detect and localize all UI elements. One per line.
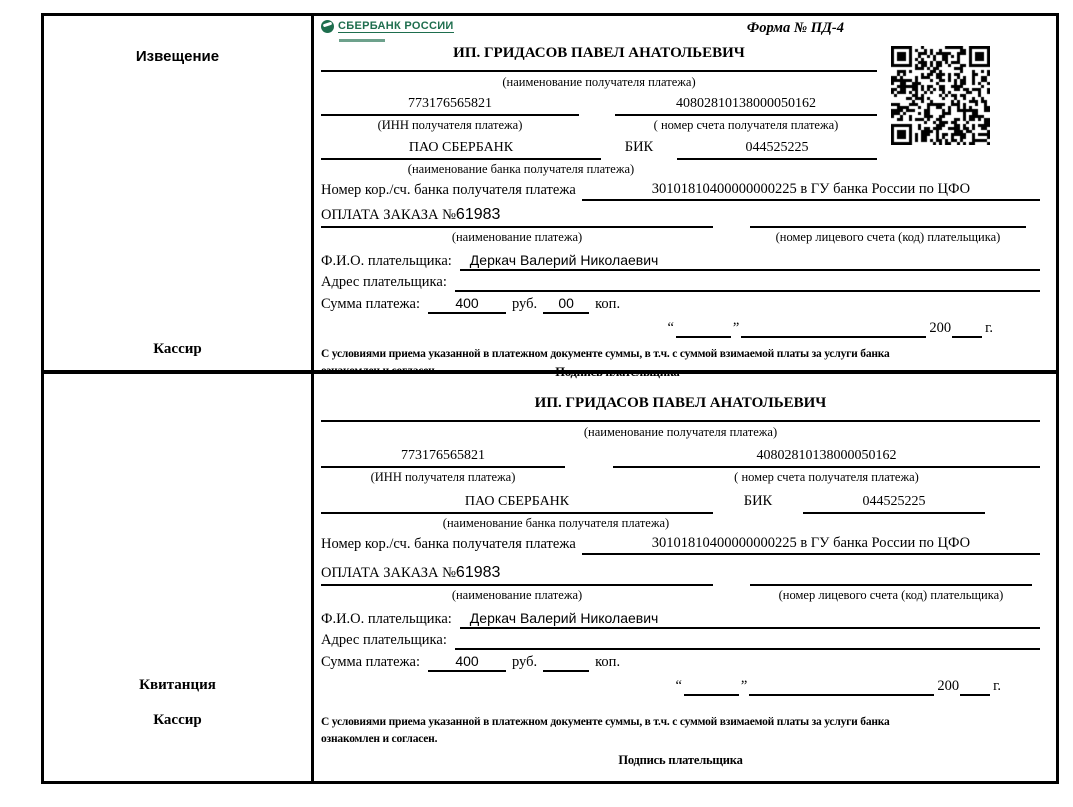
personal-account-caption: (номер лицевого счета (код) плательщика)	[775, 230, 1001, 244]
bik-label-2: БИК	[743, 493, 773, 509]
inn-caption-2: (ИНН получателя платежа)	[370, 470, 516, 484]
payer-address-label-2: Адрес плательщика:	[321, 632, 447, 648]
inn-account-captions-2	[321, 468, 1040, 487]
date-row-2	[321, 678, 1002, 696]
receipt-form-area	[314, 374, 1056, 781]
account-caption-2: ( номер счета получателя платежа)	[734, 470, 919, 484]
payment-name-row-2	[321, 561, 1040, 586]
personal-account-caption-2: (номер лицевого счета (код) плательщика)	[778, 588, 1004, 602]
inn-caption: (ИНН получателя платежа)	[377, 118, 523, 132]
bank-bik-row-2	[321, 489, 1040, 514]
receipt-label: Квитанция	[139, 677, 216, 693]
payer-name-label: Ф.И.О. плательщика:	[321, 253, 452, 269]
bik-value: 044525225	[677, 135, 877, 160]
notice-header-row	[321, 18, 1040, 44]
corr-account-row	[321, 181, 1040, 201]
corr-account-value-2: 30101810400000000225 в ГУ банка России по ЦФО	[582, 535, 1040, 555]
payer-address-row	[321, 274, 1040, 292]
sum-rubles-value-2: 400	[428, 653, 506, 672]
sum-row-2	[321, 653, 1040, 672]
payment-name-row	[321, 203, 1040, 228]
rubles-label: руб.	[512, 296, 538, 312]
sum-kopecks-value-2	[543, 669, 589, 672]
personal-account-line	[750, 226, 1026, 228]
inn-account-row	[321, 91, 877, 116]
sum-row	[321, 295, 1040, 314]
inn-account-captions	[321, 116, 877, 135]
sum-label-2: Сумма платежа:	[321, 654, 420, 670]
close-quote: ”	[732, 320, 740, 336]
year-prefix-2: 200	[937, 678, 960, 694]
kopecks-label: коп.	[595, 296, 621, 312]
rubles-label-2: руб.	[512, 654, 538, 670]
receipt-left-column	[44, 374, 314, 781]
spacer	[713, 230, 750, 245]
payer-name-row-2	[321, 608, 1040, 629]
year-prefix: 200	[929, 320, 952, 336]
payment-name-value-2: ОПЛАТА ЗАКАЗА №61983	[321, 561, 713, 586]
notice-form-area	[314, 16, 1056, 379]
payer-name-value-2: Деркач Валерий Николаевич	[460, 608, 1040, 629]
payer-address-value-2	[455, 645, 1040, 650]
payer-address-row-2	[321, 632, 1040, 650]
recipient-caption: (наименование получателя платежа)	[502, 75, 696, 89]
bik-value-2: 044525225	[803, 489, 985, 514]
form-number: Форма № ПД-4	[746, 20, 844, 36]
open-quote: “	[667, 320, 674, 336]
sberbank-logo-text: СБЕРБАНК РОССИИ	[338, 20, 454, 32]
year-line	[952, 336, 982, 338]
bank-name-value: ПАО СБЕРБАНК	[321, 135, 601, 160]
order-number-2: 61983	[455, 564, 501, 581]
bank-name-value-2: ПАО СБЕРБАНК	[321, 489, 713, 514]
account-value-2: 40802810138000050162	[613, 443, 1040, 468]
order-number: 61983	[455, 206, 501, 223]
sum-kopecks-value: 00	[543, 295, 589, 314]
corr-account-label: Номер кор./сч. банка получателя платежа	[321, 182, 576, 198]
sberbank-logo	[321, 20, 454, 33]
account-value: 40802810138000050162	[615, 91, 877, 116]
payment-name-caption: (наименование платежа)	[451, 230, 583, 244]
date-day-line	[676, 336, 731, 338]
corr-account-row-2	[321, 535, 1040, 555]
open-quote-2: “	[675, 678, 682, 694]
recipient-caption-2: (наименование получателя платежа)	[583, 425, 778, 439]
notice-label: Извещение	[135, 48, 220, 65]
payment-name-value: ОПЛАТА ЗАКАЗА №61983	[321, 203, 713, 228]
year-suffix: г.	[985, 320, 993, 336]
agreement-line1: С условиями приема указанной в платежном документе суммы, в т.ч. с суммой взимаемой платы за услуги банка	[321, 348, 890, 360]
kopecks-label-2: коп.	[595, 654, 621, 670]
payer-name-row	[321, 250, 1040, 271]
close-quote-2: ”	[740, 678, 748, 694]
agreement-line2: ознакомлен и согласен.	[321, 364, 438, 377]
qr-code	[891, 46, 990, 145]
date-month-line	[741, 336, 926, 338]
personal-account-line-2	[750, 584, 1032, 586]
notice-left-column	[44, 16, 314, 370]
notice-section	[44, 16, 1056, 379]
payer-address-value	[455, 287, 1040, 292]
sum-rubles-value: 400	[428, 295, 506, 314]
inn-value: 773176565821	[321, 91, 579, 116]
recipient-title: ИП. ГРИДАСОВ ПАВЕЛ АНАТОЛЬЕВИЧ	[321, 44, 877, 72]
payer-address-label: Адрес плательщика:	[321, 274, 447, 290]
payer-signature-label: Подпись плательщика	[555, 364, 680, 379]
sberbank-tagline-bar	[339, 39, 385, 42]
payer-signature-label-2: Подпись плательщика	[618, 753, 743, 768]
corr-account-label-2: Номер кор./сч. банка получателя платежа	[321, 536, 576, 552]
agreement-line2-2: ознакомлен и согласен.	[321, 732, 438, 745]
year-line-2	[960, 694, 990, 696]
receipt-section	[44, 374, 1056, 781]
inn-value-2: 773176565821	[321, 443, 565, 468]
sum-label: Сумма платежа:	[321, 296, 420, 312]
cashier-label-bottom: Кассир	[153, 712, 202, 728]
date-day-line-2	[684, 694, 739, 696]
bank-caption: (наименование банка получателя платежа)	[407, 162, 635, 176]
payer-name-label-2: Ф.И.О. плательщика:	[321, 611, 452, 627]
corr-account-value: 30101810400000000225 в ГУ банка России по ЦФО	[582, 181, 1040, 201]
payer-name-value: Деркач Валерий Николаевич	[460, 250, 1040, 271]
payment-captions-row-2	[321, 586, 1040, 605]
date-month-line-2	[749, 694, 934, 696]
bank-caption-2: (наименование банка получателя платежа)	[442, 516, 670, 530]
recipient-title-2: ИП. ГРИДАСОВ ПАВЕЛ АНАТОЛЬЕВИЧ	[321, 394, 1040, 422]
agreement-text-2	[321, 714, 1040, 769]
sberbank-emblem-icon	[321, 20, 334, 33]
account-caption: ( номер счета получателя платежа)	[653, 118, 839, 132]
payment-captions-row	[321, 228, 1040, 247]
date-row	[321, 320, 994, 338]
spacer	[713, 588, 750, 603]
year-suffix-2: г.	[993, 678, 1001, 694]
payment-document	[41, 13, 1059, 784]
bank-bik-row	[321, 135, 877, 160]
cashier-label-top: Кассир	[153, 341, 202, 357]
agreement-line1-2: С условиями приема указанной в платежном документе суммы, в т.ч. с суммой взимаемой платы за услуги банка	[321, 716, 890, 728]
bik-label: БИК	[624, 139, 654, 155]
inn-account-row-2	[321, 443, 1040, 468]
payment-name-caption-2: (наименование платежа)	[451, 588, 583, 602]
